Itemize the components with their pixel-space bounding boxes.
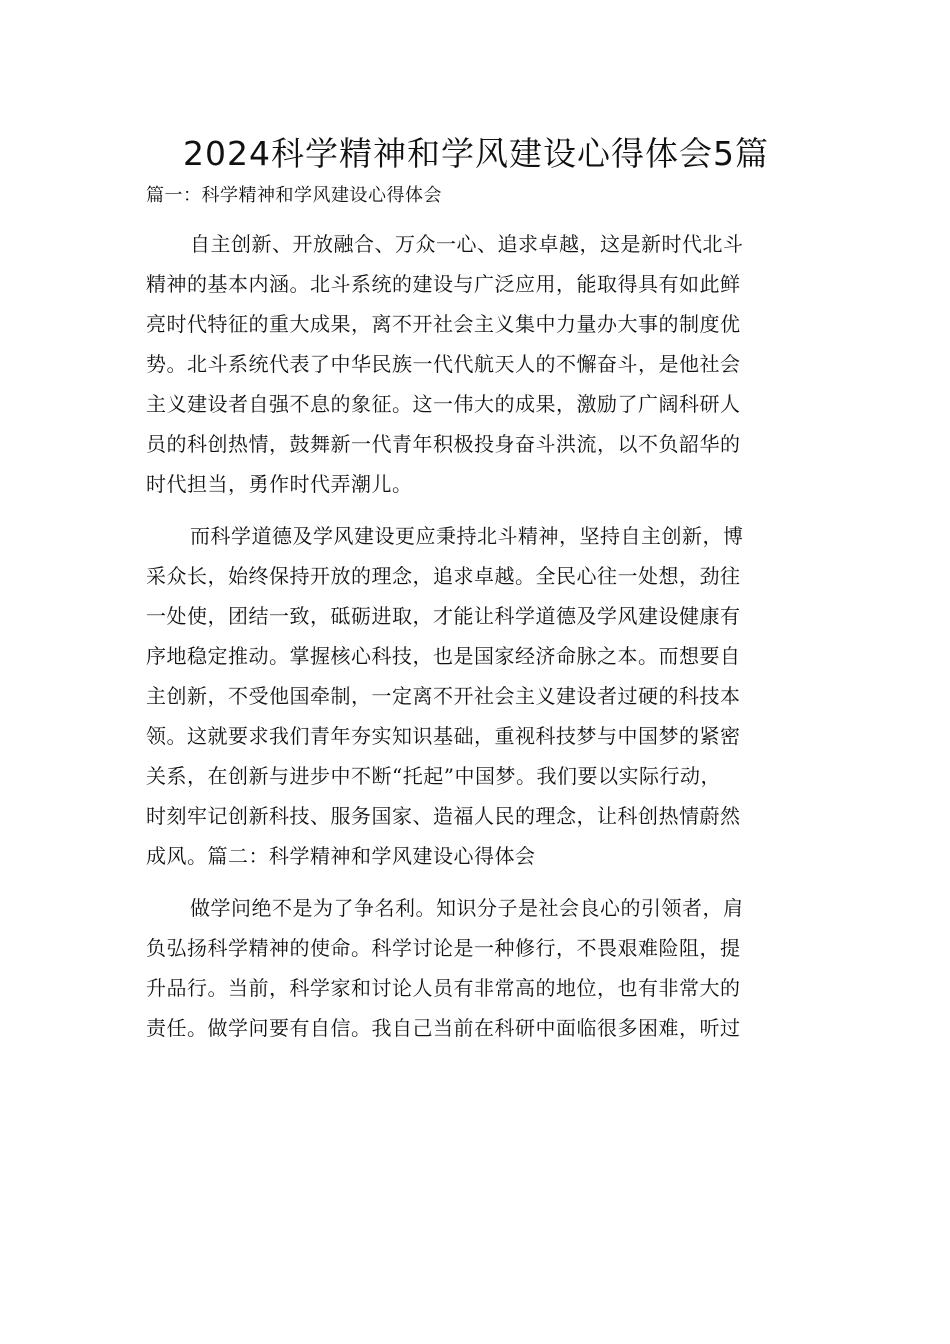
paragraph-2 bbox=[146, 516, 806, 876]
paragraph-line: 升品行。当前，科学家和讨论人员有非常高的地位，也有非常大的 bbox=[146, 976, 741, 1000]
paragraph-line: 责任。做学问要有自信。我自己当前在科研中面临很多困难，听过 bbox=[146, 1016, 741, 1040]
paragraph-line: 精神的基本内涵。北斗系统的建设与广泛应用，能取得具有如此鲜 bbox=[146, 272, 741, 296]
paragraph-line: 主义建设者自强不息的象征。这一伟大的成果，激励了广阔科研人 bbox=[146, 392, 741, 416]
paragraph-3 bbox=[146, 888, 806, 1048]
paragraph-line: 负弘扬科学精神的使命。科学讨论是一种修行，不畏艰难险阻，提 bbox=[146, 936, 741, 960]
paragraph-line: 一处使，团结一致，砥砺进取，才能让科学道德及学风建设健康有 bbox=[146, 604, 741, 628]
paragraph-spacer bbox=[146, 876, 806, 888]
paragraph-line: 时刻牢记创新科技、服务国家、造福人民的理念，让科创热情蔚然 bbox=[146, 804, 741, 828]
paragraph-line: 关系，在创新与进步中不断“托起”中国梦。我们要以实际行动， bbox=[146, 764, 721, 788]
paragraph-spacer bbox=[146, 504, 806, 516]
paragraph-line: 员的科创热情，鼓舞新一代青年积极投身奋斗洪流，以不负韶华的 bbox=[146, 432, 741, 456]
document-page bbox=[146, 128, 806, 1048]
paragraph-line: 主创新，不受他国牵制，一定离不开社会主义建设者过硬的科技本 bbox=[146, 684, 741, 708]
paragraph-line: 成风。篇二：科学精神和学风建设心得体会 bbox=[146, 844, 536, 868]
paragraph-1 bbox=[146, 224, 806, 504]
paragraph-line: 领。这就要求我们青年夯实知识基础，重视科技梦与中国梦的紧密 bbox=[146, 724, 741, 748]
paragraph-line: 自主创新、开放融合、万众一心、追求卓越，这是新时代北斗 bbox=[190, 232, 744, 256]
paragraph-line: 势。北斗系统代表了中华民族一代代航天人的不懈奋斗，是他社会 bbox=[146, 352, 741, 376]
paragraph-line: 采众长，始终保持开放的理念，追求卓越。全民心往一处想，劲往 bbox=[146, 564, 741, 588]
document-title: 2024科学精神和学风建设心得体会5篇 bbox=[183, 134, 769, 173]
paragraph-line: 序地稳定推动。掌握核心科技，也是国家经济命脉之本。而想要自 bbox=[146, 644, 741, 668]
paragraph-line: 做学问绝不是为了争名利。知识分子是社会良心的引领者，肩 bbox=[190, 896, 744, 920]
paragraph-line: 而科学道德及学风建设更应秉持北斗精神，坚持自主创新，博 bbox=[190, 524, 744, 548]
paragraph-line: 亮时代特征的重大成果，离不开社会主义集中力量办大事的制度优 bbox=[146, 312, 741, 336]
section-heading-1: 篇一：科学精神和学风建设心得体会 bbox=[146, 185, 442, 206]
paragraph-line: 时代担当，勇作时代弄潮儿。 bbox=[146, 472, 413, 496]
